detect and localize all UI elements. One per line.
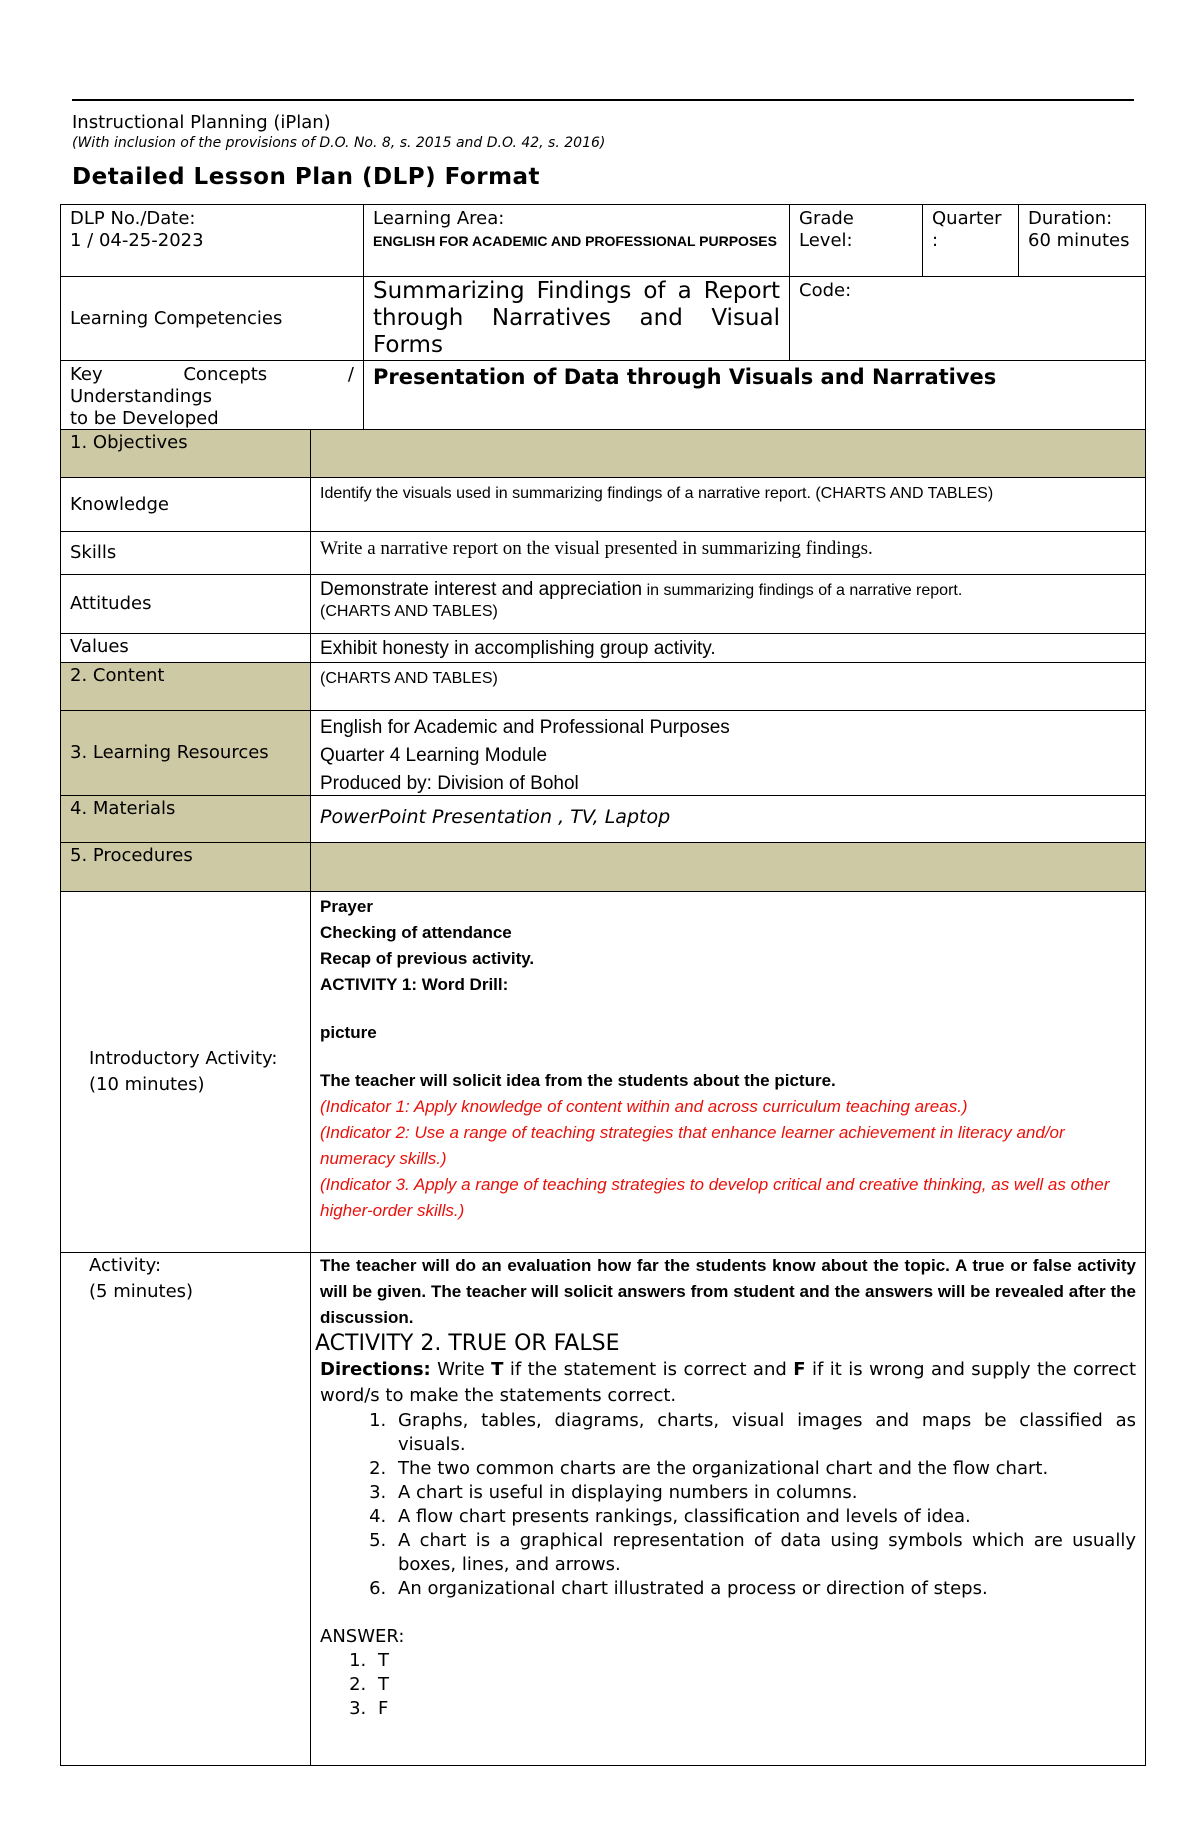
directions-text-b: if the statement is correct and	[503, 1359, 794, 1380]
dlp-value: 1 / 04-25-2023	[70, 230, 204, 251]
activity-content-cell	[310, 1252, 1146, 1766]
intro-picture: picture	[320, 1023, 377, 1042]
answer-item: 2. T	[372, 1673, 1136, 1697]
procedures-shaded-cell	[310, 842, 1146, 892]
skills-label: Skills	[70, 542, 117, 563]
key-concepts-word3: /	[347, 364, 354, 385]
intro-label: Introductory Activity:	[89, 1048, 278, 1069]
activity2-title: ACTIVITY 2. TRUE OR FALSE	[315, 1331, 620, 1356]
question-item: 6. An organizational chart illustrated a process or direction of steps.	[392, 1577, 1136, 1601]
procedures-heading: 5. Procedures	[60, 842, 311, 892]
attitudes-label-cell	[60, 574, 311, 634]
spacer	[320, 1601, 1136, 1625]
document-title: Detailed Lesson Plan (DLP) Format	[72, 164, 541, 190]
intro-line-prayer: Prayer	[320, 897, 373, 916]
spacer	[320, 998, 1136, 1020]
attitudes-value-cell	[310, 574, 1146, 634]
intro-line-attendance: Checking of attendance	[320, 923, 512, 942]
intro-line-word-drill: ACTIVITY 1: Word Drill:	[320, 975, 509, 994]
activity-label: Activity:	[89, 1255, 162, 1276]
intro-label-cell	[60, 891, 311, 1253]
content-heading: 2. Content	[60, 662, 311, 711]
top-rule	[72, 99, 1134, 101]
knowledge-label: Knowledge	[70, 493, 169, 515]
learning-area-cell	[363, 204, 790, 277]
indicator-2: (Indicator 2: Use a range of teaching strategies that enhance learner achievement in literacy and/or numeracy skills.)	[320, 1123, 1065, 1168]
duration-label: Duration:	[1028, 208, 1113, 229]
directions-label: Directions:	[320, 1359, 431, 1380]
objectives-heading: 1. Objectives	[60, 429, 311, 478]
key-concepts-word2: Concepts	[183, 364, 268, 385]
dlp-label: DLP No./Date:	[70, 208, 196, 229]
question-item: 1. Graphs, tables, diagrams, charts, visual images and maps be classified as visuals.	[392, 1409, 1136, 1457]
iplan-heading: Instructional Planning (iPlan)	[72, 112, 331, 133]
resources-line2: Quarter 4 Learning Module	[320, 745, 548, 766]
key-concepts-word1: Key	[70, 364, 103, 385]
grade-level-label: Grade Level:	[799, 208, 854, 251]
indicator-1: (Indicator 1: Apply knowledge of content within and across curriculum teaching areas.)	[320, 1097, 968, 1116]
indicator-3: (Indicator 3. Apply a range of teaching strategies to develop critical and creative thinking, as well as other higher-order skills.)	[320, 1175, 1110, 1220]
grade-level-cell	[789, 204, 923, 277]
quarter-label: Quarter :	[932, 208, 1002, 251]
knowledge-label-cell	[60, 477, 311, 532]
attitudes-value-b: in summarizing findings of a narrative report.	[642, 582, 963, 599]
question-item: 4. A flow chart presents rankings, classification and levels of idea.	[392, 1505, 1136, 1529]
learning-area-label: Learning Area:	[373, 208, 505, 229]
resources-line1: English for Academic and Professional Purposes	[320, 717, 730, 738]
intro-duration: (10 minutes)	[89, 1074, 205, 1095]
question-item: 3. A chart is useful in displaying numbers in columns.	[392, 1481, 1136, 1505]
materials-heading: 4. Materials	[60, 795, 311, 843]
resources-value-cell	[310, 710, 1146, 796]
intro-solicit: The teacher will solicit idea from the students about the picture.	[320, 1071, 836, 1090]
directions-text-a: Write	[430, 1359, 492, 1380]
key-concepts-line3: to be Developed	[70, 408, 219, 429]
code-label: Code:	[799, 280, 852, 301]
quarter-cell	[922, 204, 1019, 277]
competencies-value: Summarizing Findings of a Report through Narratives and Visual Forms	[363, 276, 790, 361]
skills-label-cell	[60, 531, 311, 575]
provisions-note: (With inclusion of the provisions of D.O. No. 8, s. 2015 and D.O. 42, s. 2016)	[72, 135, 606, 151]
question-item: 2. The two common charts are the organizational chart and the flow chart.	[392, 1457, 1136, 1481]
directions	[320, 1357, 1136, 1409]
answer-item: 1. T	[372, 1649, 1136, 1673]
attitudes-value-a: Demonstrate interest and appreciation	[320, 579, 643, 600]
objectives-shaded-cell	[310, 429, 1146, 478]
answer-label: ANSWER:	[320, 1626, 405, 1647]
key-concepts-line2: Understandings	[70, 386, 212, 407]
resources-heading: 3. Learning Resources	[70, 742, 269, 763]
directions-t: T	[491, 1359, 504, 1380]
dlp-cell	[60, 204, 364, 277]
content-value: (CHARTS AND TABLES)	[310, 662, 1146, 711]
resources-heading-cell	[60, 710, 311, 796]
intro-content-cell	[310, 891, 1146, 1253]
question-list	[320, 1409, 1136, 1601]
directions-text-c: if it is wrong and supply the correct word/s to make the statements correct.	[320, 1359, 1137, 1406]
activity-intro: The teacher will do an evaluation how far the students know about the topic. A true or false activity will be given. The teacher will solicit answers from student and the answers will be revealed after the discussion.	[320, 1256, 1136, 1327]
competencies-label: Learning Competencies	[70, 307, 283, 329]
resources-line3: Produced by: Division of Bohol	[320, 773, 579, 794]
duration-cell	[1018, 204, 1146, 277]
skills-value: Write a narrative report on the visual presented in summarizing findings.	[310, 531, 1146, 575]
attitudes-value-c: (CHARTS AND TABLES)	[320, 603, 498, 620]
question-item: 5. A chart is a graphical representation of data using symbols which are usually boxes, lines, and arrows.	[392, 1529, 1136, 1577]
attitudes-value-line	[320, 579, 1136, 601]
competencies-label-cell	[60, 276, 364, 361]
answer-list	[320, 1649, 1136, 1721]
answer-item: 3. F	[372, 1697, 1136, 1721]
key-concepts-line1	[70, 364, 354, 386]
values-value: Exhibit honesty in accomplishing group activity.	[310, 633, 1146, 663]
attitudes-label: Attitudes	[70, 593, 152, 614]
code-cell	[789, 276, 1146, 361]
intro-line-recap: Recap of previous activity.	[320, 949, 535, 968]
directions-f: F	[793, 1359, 806, 1380]
spacer	[320, 1046, 1136, 1068]
learning-area-value: ENGLISH FOR ACADEMIC AND PROFESSIONAL PURPOSES	[373, 233, 777, 249]
knowledge-value: Identify the visuals used in summarizing findings of a narrative report. (CHARTS AND TABLES)	[310, 477, 1146, 532]
key-concepts-value: Presentation of Data through Visuals and Narratives	[363, 360, 1146, 430]
key-concepts-label-cell	[60, 360, 364, 430]
duration-value: 60 minutes	[1028, 230, 1130, 251]
values-label: Values	[60, 633, 311, 663]
activity-duration: (5 minutes)	[89, 1281, 194, 1302]
materials-value: PowerPoint Presentation , TV, Laptop	[310, 795, 1146, 843]
activity-label-cell	[60, 1252, 311, 1766]
